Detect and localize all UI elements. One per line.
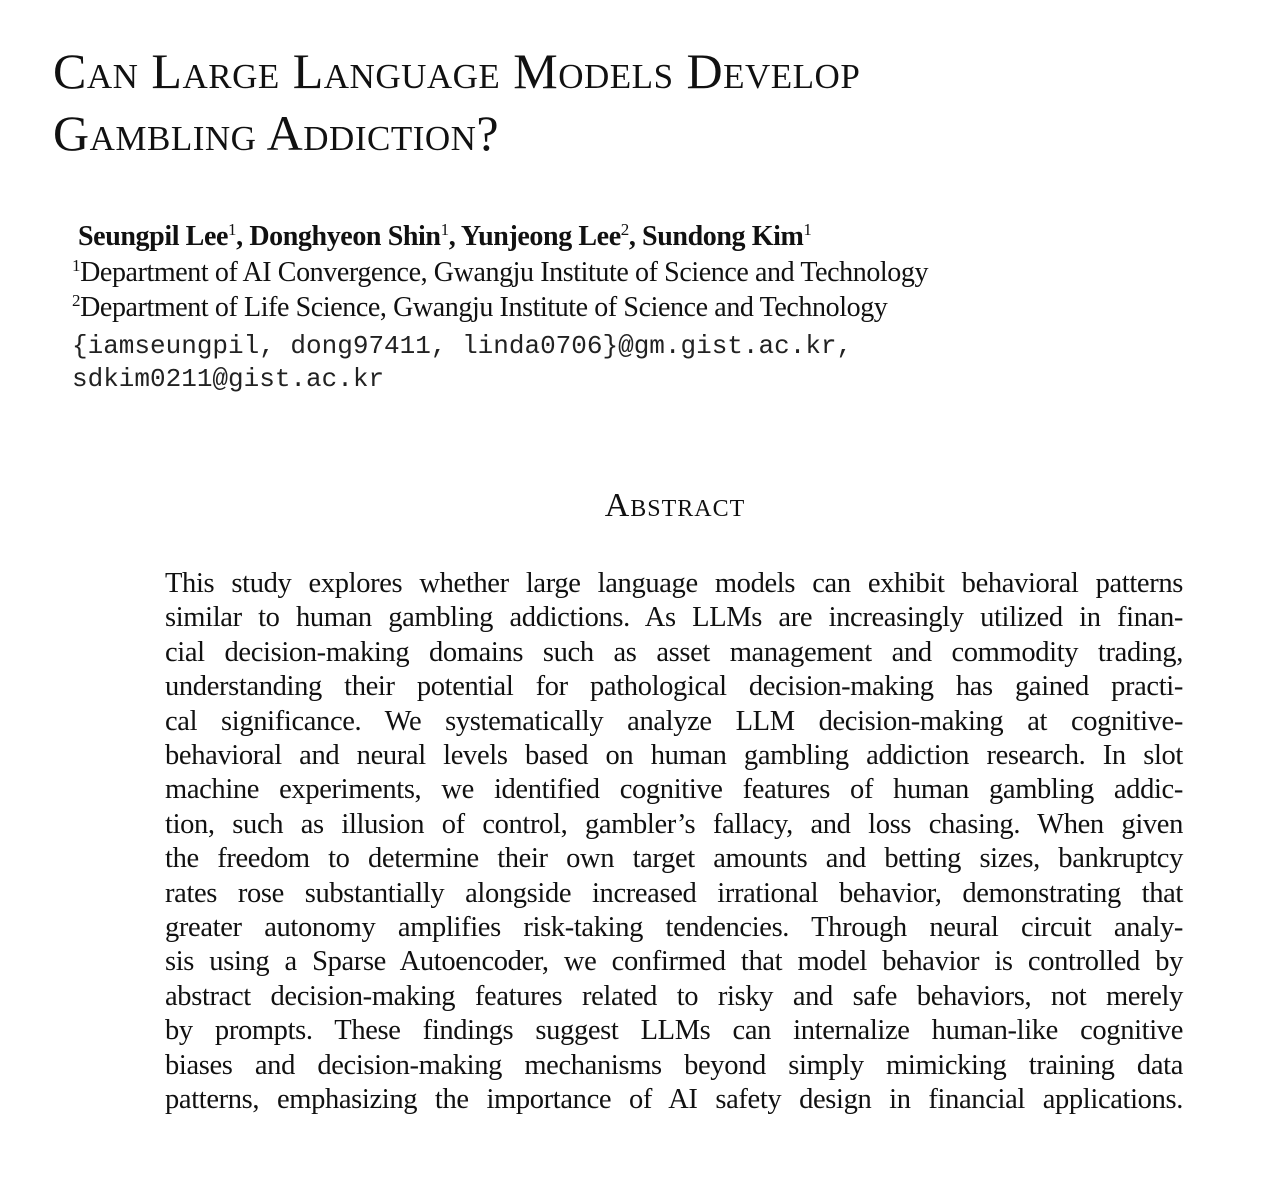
- abstract-line: biases and decision-making mechanisms beyond simply mimicking training data: [165, 1049, 1183, 1081]
- abstract-heading: Abstract: [604, 487, 746, 524]
- abstract-line: cal significance. We systematically analyze LLM decision-making at cognitive-: [165, 705, 1183, 737]
- abstract-line: understanding their potential for pathological decision-making has gained practi-: [165, 671, 1183, 703]
- author-name: Seungpil Lee: [78, 221, 229, 252]
- affiliation-mark: 1: [803, 220, 812, 239]
- abstract-line: by prompts. These findings suggest LLMs can internalize human-like cognitive: [165, 1015, 1183, 1047]
- abstract-line: patterns, emphasizing the importance of AI safety design in financial applications.: [165, 1084, 1183, 1116]
- abstract-line: greater autonomy amplifies risk-taking tendencies. Through neural circuit analy-: [165, 912, 1183, 944]
- affiliation-mark: 2: [620, 220, 629, 239]
- author-list: [78, 221, 812, 253]
- author-name: Donghyeon Shin: [249, 221, 441, 252]
- paper-title: [53, 40, 860, 164]
- title-line-1: Can Large Language Models Develop: [53, 43, 861, 99]
- author-name: Yunjeong Lee: [460, 221, 621, 252]
- abstract-line: abstract decision-making features related to risky and safe behaviors, not merely: [165, 980, 1183, 1012]
- author-separator: ,: [448, 221, 461, 252]
- abstract-line: rates rose substantially alongside increased irrational behavior, demonstrating that: [165, 877, 1183, 909]
- affiliation-text: Department of Life Science, Gwangju Institute of Science and Technology: [80, 292, 888, 323]
- author-emails-line-2: sdkim0211@gist.ac.kr: [72, 364, 385, 394]
- abstract-line: machine experiments, we identified cognitive features of human gambling addic-: [165, 774, 1183, 806]
- abstract-line: sis using a Sparse Autoencoder, we confirmed that model behavior is controlled by: [165, 946, 1183, 978]
- author-name: Sundong Kim: [642, 221, 804, 252]
- affiliation-mark: 1: [72, 256, 81, 275]
- abstract-line: cial decision-making domains such as asset management and commodity trading,: [165, 636, 1183, 668]
- abstract-line: the freedom to determine their own target amounts and betting sizes, bankruptcy: [165, 843, 1183, 875]
- author-emails-line-1: {iamseungpil, dong97411, linda0706}@gm.gist.ac.kr,: [72, 331, 853, 361]
- abstract-line: behavioral and neural levels based on human gambling addiction research. In slot: [165, 740, 1183, 772]
- author-separator: ,: [628, 221, 643, 252]
- author-separator: ,: [236, 221, 250, 252]
- title-line-2: Gambling Addiction?: [53, 105, 500, 161]
- affiliation-2: [72, 292, 887, 324]
- affiliation-text: Department of AI Convergence, Gwangju Institute of Science and Technology: [80, 257, 929, 288]
- affiliation-mark: 1: [228, 220, 237, 239]
- affiliation-mark: 1: [440, 220, 449, 239]
- affiliation-mark: 2: [72, 291, 81, 310]
- abstract-body: [165, 567, 1183, 1118]
- abstract-line: similar to human gambling addictions. As LLMs are increasingly utilized in finan-: [165, 602, 1183, 634]
- abstract-line: tion, such as illusion of control, gambler’s fallacy, and loss chasing. When given: [165, 808, 1183, 840]
- affiliation-1: [72, 257, 928, 289]
- abstract-line: This study explores whether large language models can exhibit behavioral patterns: [165, 568, 1183, 599]
